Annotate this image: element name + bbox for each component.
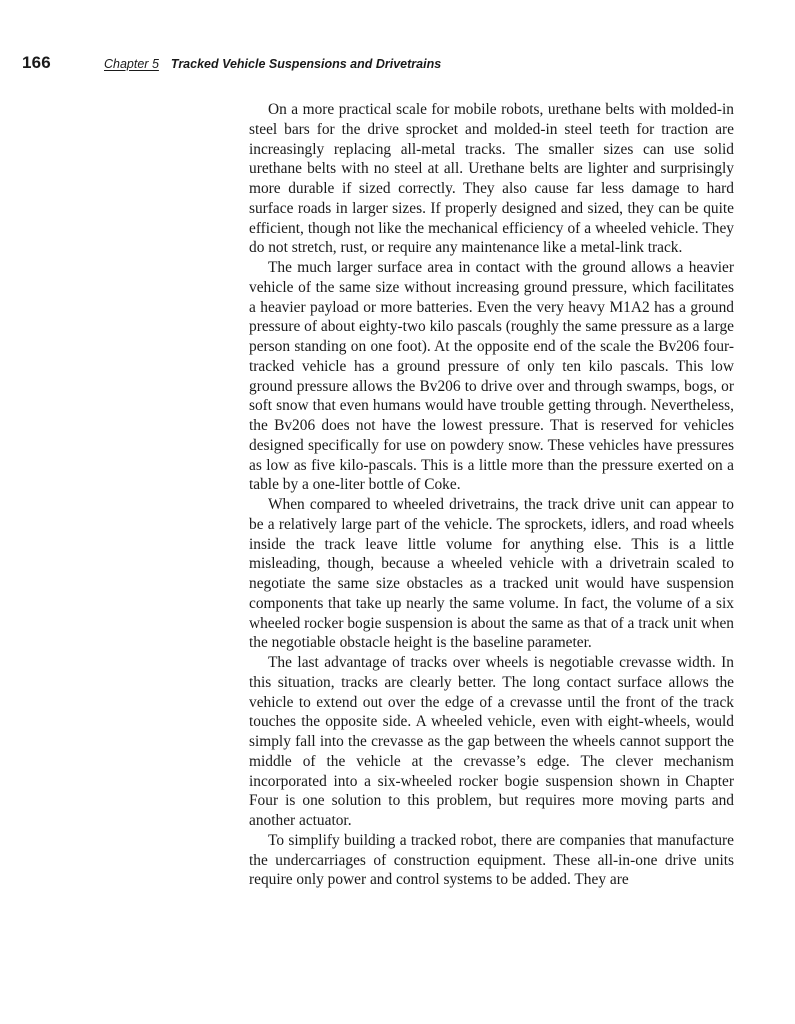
paragraph-urethane-belts: On a more practical scale for mobile robots, urethane belts with molded-in steel bars for the drive sprocket and molded-in steel teeth for traction are increasingly replacing all-metal tracks. The smaller sizes can use solid urethane belts with no steel at all. Urethane belts are lighter and surprisingly more durable if sized correctly. They also cause far less damage to hard surface roads in larger sizes. If properly designed and sized, they can be quite efficient, though not like the mechanical efficiency of a wheeled vehicle. They do not stretch, rust, or require any maintenance like a metal-link track. [249,101,734,257]
paragraph-crevasse-width: The last advantage of tracks over wheels is negotiable crevasse width. In this situation, tracks are clearly better. The long contact surface allows the vehicle to extend out over the edge of a crevasse until the front of the track touches the opposite side. A wheeled vehicle, even with eight-wheels, would simply fall into the crevasse as the gap between the wheels cannot support the middle of the vehicle at the crevasse’s edge. The clever mechanism incorporated into a six-wheeled rocker bogie suspension shown in Chapter Four is one solution to this problem, but requires more moving parts and another actuator. [249,654,734,829]
chapter-title: Tracked Vehicle Suspensions and Drivetrains [170,57,442,71]
body-text [249,100,734,890]
paragraph-undercarriages: To simplify building a tracked robot, there are companies that manufacture the undercarriages of construction equipment. These all-in-one drive units require only power and control systems to be added. They are [249,831,734,889]
running-header [22,53,441,75]
chapter-label: Chapter 5 [104,57,159,71]
page-number: 166 [22,53,51,72]
paragraph-ground-pressure: The much larger surface area in contact with the ground allows a heavier vehicle of the same size without increasing ground pressure, which facilitates a heavier payload or more batteries. Even the very heavy M1A2 has a ground pressure of about eighty-two kilo pascals (roughly the same pressure as a large person standing on one foot). At the opposite end of the scale the Bv206 four-tracked vehicle has a ground pressure of only ten kilo pascals. This low ground pressure allows the Bv206 to drive over and through swamps, bogs, or soft snow that even humans would have trouble getting through. Nevertheless, the Bv206 does not have the lowest pressure. That is reserved for vehicles designed specifically for use on powdery snow. These vehicles have pressures as low as five kilo-pascals. This is a little more than the pressure exerted on a table by a one-liter bottle of Coke. [249,259,734,494]
paragraph-drive-unit-volume: When compared to wheeled drivetrains, the track drive unit can appear to be a relatively large part of the vehicle. The sprockets, idlers, and road wheels inside the track leave little volume for anything else. This is a little misleading, though, because a wheeled vehicle with a drivetrain scaled to negotiate the same size obstacles as a tracked unit would have suspension components that take up nearly the same volume. In fact, the volume of a six wheeled rocker bogie suspension is about the same as that of a track unit when the negotiable obstacle height is the baseline parameter. [249,496,734,652]
